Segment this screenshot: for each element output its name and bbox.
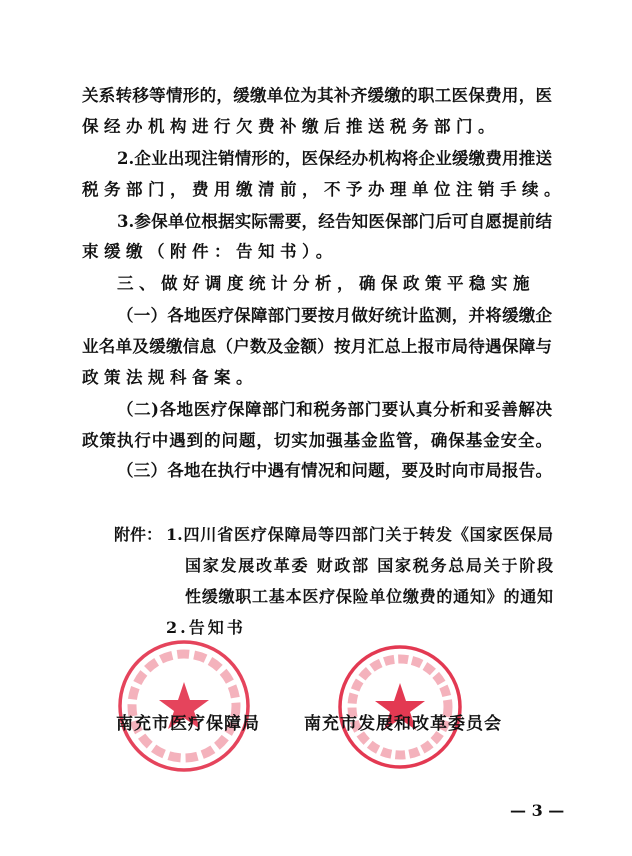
body-line: 束缓缴（附件：告知书）。 [82,242,338,261]
signature-development-reform-commission: 南充市发展和改革委员会 [304,714,502,734]
attachment-line: 2.告知书 [166,618,246,637]
signature-medical-security-bureau: 南充市医疗保障局 [116,714,260,734]
left-official-seal [116,638,252,774]
section-heading: 三、做好调度统计分析，确保政策平稳实施 [117,274,535,293]
body-line: 3.参保单位根据实际需要，经告知医保部门后可自愿提前结 [117,212,552,231]
body-line: （三）各地在执行中遇有情况和问题，要及时向市局报告。 [117,461,552,480]
body-line: 保经办机构进行欠费补缴后推送税务部门。 [82,117,500,136]
attachment-line: 1.四川省医疗保障局等四部门关于转发《国家医保局 [166,525,553,544]
body-line: （二)各地医疗保障部门和税务部门要认真分析和妥善解决 [117,400,552,419]
attachment-line: 国家发展改革委 财政部 国家税务总局关于阶段 [185,556,553,575]
body-line: 2.企业出现注销情形的，医保经办机构将企业缓缴费用推送 [117,149,552,168]
body-line: 政策法规科备案。 [82,368,258,387]
body-line: 关系转移等情形的，缓缴单位为其补齐缓缴的职工医保费用，医 [82,86,552,105]
body-line: 税务部门，费用缴清前，不予办理单位注销手续。 [82,180,566,199]
body-line: 业名单及缓缴信息（户数及金额）按月汇总上报市局待遇保障与 [82,337,552,356]
right-official-seal [336,643,464,771]
page-number: — 3 — [510,801,565,820]
body-line: 政策执行中遇到的问题，切实加强基金监管，确保基金安全。 [82,431,552,450]
attachment-line: 性缓缴职工基本医疗保险单位缴费的通知》的通知 [185,587,553,606]
body-line: （一）各地医疗保障部门要按月做好统计监测，并将缓缴企 [117,306,552,325]
attachment-label: 附件： [114,525,163,544]
